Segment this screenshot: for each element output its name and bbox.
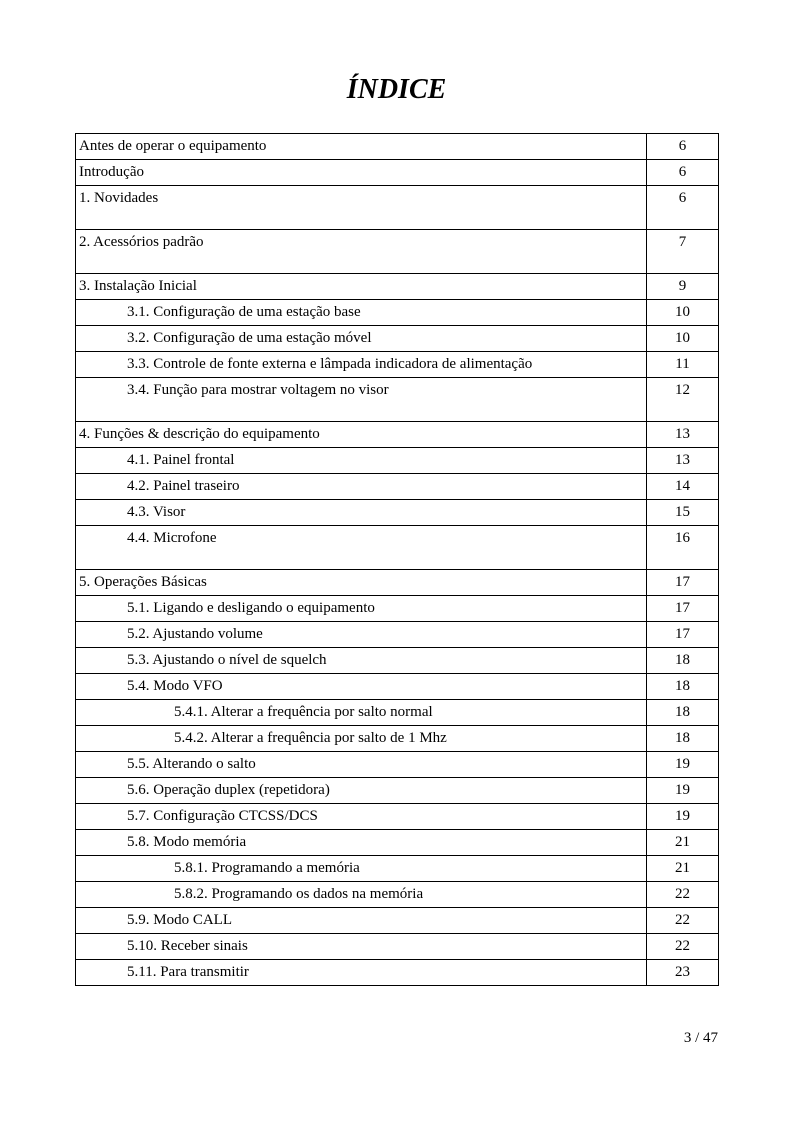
toc-entry-label: 2. Acessórios padrão [79, 234, 204, 250]
toc-entry-page: 13 [647, 448, 719, 474]
toc-entry-label: 5. Operações Básicas [79, 574, 207, 590]
toc-entry-label: Antes de operar o equipamento [79, 138, 267, 154]
toc-entry-label-cell [76, 830, 647, 856]
toc-entry-page: 22 [647, 934, 719, 960]
toc-entry-label-cell [76, 422, 647, 448]
toc-entry-label-cell [76, 752, 647, 778]
toc-entry-page: 23 [647, 960, 719, 986]
toc-entry-page: 7 [647, 230, 719, 274]
toc-row [76, 570, 719, 596]
toc-entry-label: 5.8.2. Programando os dados na memória [174, 886, 424, 902]
toc-entry-label-cell [76, 622, 647, 648]
toc-entry-label: 5.8. Modo memória [127, 834, 247, 850]
toc-entry-label: 3.4. Função para mostrar voltagem no visor [127, 382, 389, 398]
toc-row [76, 648, 719, 674]
toc-entry-label: 5.6. Operação duplex (repetidora) [127, 782, 330, 798]
toc-entry-label: 3.2. Configuração de uma estação móvel [127, 330, 372, 346]
toc-row [76, 804, 719, 830]
toc-row [76, 300, 719, 326]
toc-entry-label: 5.4.1. Alterar a frequência por salto normal [174, 704, 433, 720]
toc-entry-page: 11 [647, 352, 719, 378]
toc-entry-label-cell [76, 352, 647, 378]
toc-entry-label: 4. Funções & descrição do equipamento [79, 426, 320, 442]
toc-entry-page: 6 [647, 186, 719, 230]
toc-row [76, 752, 719, 778]
toc-entry-label-cell [76, 570, 647, 596]
toc-entry-label-cell [76, 230, 647, 274]
toc-entry-label: Introdução [79, 164, 144, 180]
toc-row [76, 326, 719, 352]
toc-entry-label-cell [76, 500, 647, 526]
toc-entry-label-cell [76, 274, 647, 300]
toc-row [76, 230, 719, 274]
toc-entry-label-cell [76, 778, 647, 804]
toc-entry-label-cell [76, 326, 647, 352]
toc-entry-page: 21 [647, 830, 719, 856]
toc-row [76, 448, 719, 474]
toc-entry-page: 16 [647, 526, 719, 570]
toc-entry-label: 5.4.2. Alterar a frequência por salto de 1 Mhz [174, 730, 447, 746]
toc-entry-label-cell [76, 186, 647, 230]
page-number: 3 / 47 [683, 1030, 718, 1046]
toc-entry-page: 22 [647, 882, 719, 908]
toc-entry-page: 18 [647, 726, 719, 752]
toc-entry-page: 22 [647, 908, 719, 934]
toc-entry-page: 19 [647, 752, 719, 778]
toc-entry-page: 9 [647, 274, 719, 300]
toc-entry-page: 19 [647, 778, 719, 804]
toc-entry-label-cell [76, 804, 647, 830]
toc-entry-label: 5.8.1. Programando a memória [174, 860, 360, 876]
toc-row [76, 882, 719, 908]
toc-row [76, 500, 719, 526]
toc-row [76, 160, 719, 186]
toc-row [76, 856, 719, 882]
toc-entry-label-cell [76, 378, 647, 422]
toc-entry-label: 5.7. Configuração CTCSS/DCS [127, 808, 318, 824]
toc-entry-label-cell [76, 726, 647, 752]
toc-entry-label-cell [76, 882, 647, 908]
toc-entry-page: 14 [647, 474, 719, 500]
toc-row [76, 474, 719, 500]
toc-entry-label: 5.4. Modo VFO [127, 678, 223, 694]
toc-entry-page: 10 [647, 326, 719, 352]
toc-entry-label: 4.3. Visor [127, 504, 186, 520]
toc-entry-page: 17 [647, 622, 719, 648]
toc-row [76, 134, 719, 160]
toc-entry-page: 21 [647, 856, 719, 882]
toc-entry-page: 18 [647, 648, 719, 674]
toc-entry-label-cell [76, 526, 647, 570]
toc-entry-label: 4.1. Painel frontal [127, 452, 235, 468]
toc-entry-label-cell [76, 448, 647, 474]
toc-row [76, 274, 719, 300]
toc-row [76, 908, 719, 934]
toc-entry-label: 5.11. Para transmitir [127, 964, 249, 980]
toc-entry-label: 5.5. Alterando o salto [127, 756, 256, 772]
toc-entry-page: 10 [647, 300, 719, 326]
toc-row [76, 934, 719, 960]
toc-entry-label: 3.3. Controle de fonte externa e lâmpada indicadora de alimentação [127, 356, 533, 372]
toc-entry-label-cell [76, 908, 647, 934]
toc-entry-page: 15 [647, 500, 719, 526]
toc-entry-label-cell [76, 934, 647, 960]
toc-row [76, 526, 719, 570]
toc-entry-label-cell [76, 474, 647, 500]
toc-entry-label: 5.3. Ajustando o nível de squelch [127, 652, 327, 668]
toc-row [76, 778, 719, 804]
toc-entry-label-cell [76, 700, 647, 726]
toc-row [76, 186, 719, 230]
toc-entry-label: 3. Instalação Inicial [79, 278, 197, 294]
toc-entry-page: 17 [647, 570, 719, 596]
toc-entry-label: 4.2. Painel traseiro [127, 478, 240, 494]
toc-entry-page: 6 [647, 134, 719, 160]
toc-entry-page: 19 [647, 804, 719, 830]
toc-entry-label-cell [76, 960, 647, 986]
toc-entry-label-cell [76, 160, 647, 186]
toc-entry-page: 13 [647, 422, 719, 448]
toc-row [76, 352, 719, 378]
toc-entry-label-cell [76, 648, 647, 674]
toc-entry-page: 6 [647, 160, 719, 186]
toc-entry-label-cell [76, 596, 647, 622]
toc-row [76, 960, 719, 986]
page-title: ÍNDICE [346, 74, 447, 105]
toc-row [76, 596, 719, 622]
toc-entry-label: 5.1. Ligando e desligando o equipamento [127, 600, 375, 616]
toc-row [76, 378, 719, 422]
toc-entry-label-cell [76, 300, 647, 326]
toc-row [76, 622, 719, 648]
toc-entry-label-cell [76, 134, 647, 160]
toc-row [76, 726, 719, 752]
toc-entry-label-cell [76, 674, 647, 700]
toc-entry-label: 1. Novidades [79, 190, 159, 206]
toc-entry-page: 18 [647, 674, 719, 700]
toc-entry-page: 18 [647, 700, 719, 726]
toc-body [76, 134, 719, 986]
toc-entry-label: 5.9. Modo CALL [127, 912, 232, 928]
toc-entry-label: 3.1. Configuração de uma estação base [127, 304, 361, 320]
toc-row [76, 422, 719, 448]
table-of-contents [75, 133, 719, 986]
toc-row [76, 700, 719, 726]
toc-row [76, 830, 719, 856]
toc-row [76, 674, 719, 700]
toc-entry-label: 4.4. Microfone [127, 530, 217, 546]
toc-entry-label: 5.10. Receber sinais [127, 938, 248, 954]
toc-entry-page: 17 [647, 596, 719, 622]
toc-entry-label-cell [76, 856, 647, 882]
toc-entry-label: 5.2. Ajustando volume [127, 626, 263, 642]
toc-entry-page: 12 [647, 378, 719, 422]
